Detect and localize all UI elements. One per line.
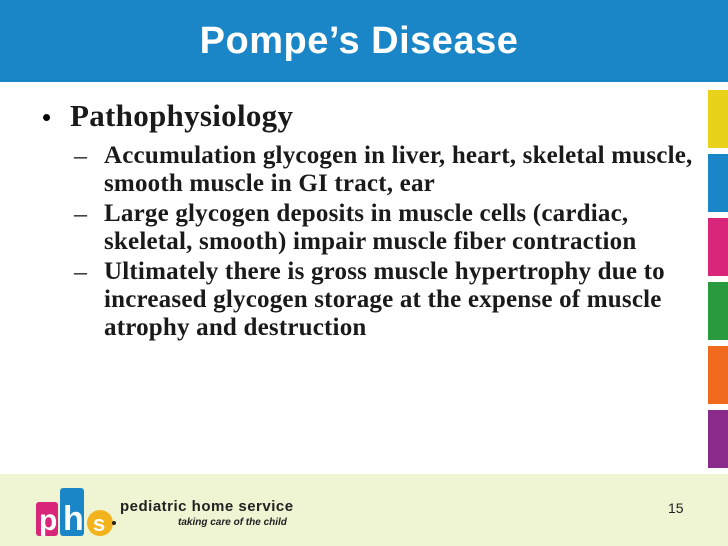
color-stripe (708, 90, 728, 148)
sub-item (74, 142, 702, 198)
sub-item-text: Ultimately there is gross muscle hypertrophy due to increased glycogen storage at the expense of muscle atrophy and destruction (104, 258, 665, 341)
logo-name: pediatric home service (120, 498, 294, 515)
color-stripe (708, 154, 728, 212)
dash-marker: – (74, 141, 87, 170)
svg-text:p: p (39, 504, 58, 537)
sub-item-text: Accumulation glycogen in liver, heart, skeletal muscle, smooth muscle in GI tract, ear (104, 142, 693, 197)
sub-item (74, 200, 702, 256)
logo-text (120, 498, 294, 528)
svg-text:s: s (93, 511, 106, 536)
dash-marker: – (74, 257, 87, 286)
phs-logo (34, 486, 118, 540)
color-stripe (708, 346, 728, 404)
color-stripe (708, 218, 728, 276)
bullet-item (42, 98, 702, 134)
color-stripe (708, 410, 728, 468)
sub-list (74, 142, 702, 342)
footer (0, 474, 728, 546)
logo-tagline: taking care of the child (178, 517, 287, 528)
color-stripe (708, 282, 728, 340)
slide-title: Pompe’s Disease (199, 19, 519, 62)
color-stripes (708, 90, 728, 538)
sub-item (74, 258, 702, 342)
bullet-marker: • (42, 102, 52, 132)
title-bar (0, 0, 728, 82)
bullet-heading: Pathophysiology (70, 98, 294, 133)
sub-item-text: Large glycogen deposits in muscle cells (cardiac, skeletal, smooth) impair muscle fiber contraction (104, 200, 637, 255)
page-number: 15 (668, 500, 684, 516)
dash-marker: – (74, 199, 87, 228)
slide-content (42, 98, 702, 344)
svg-text:h: h (63, 500, 84, 538)
